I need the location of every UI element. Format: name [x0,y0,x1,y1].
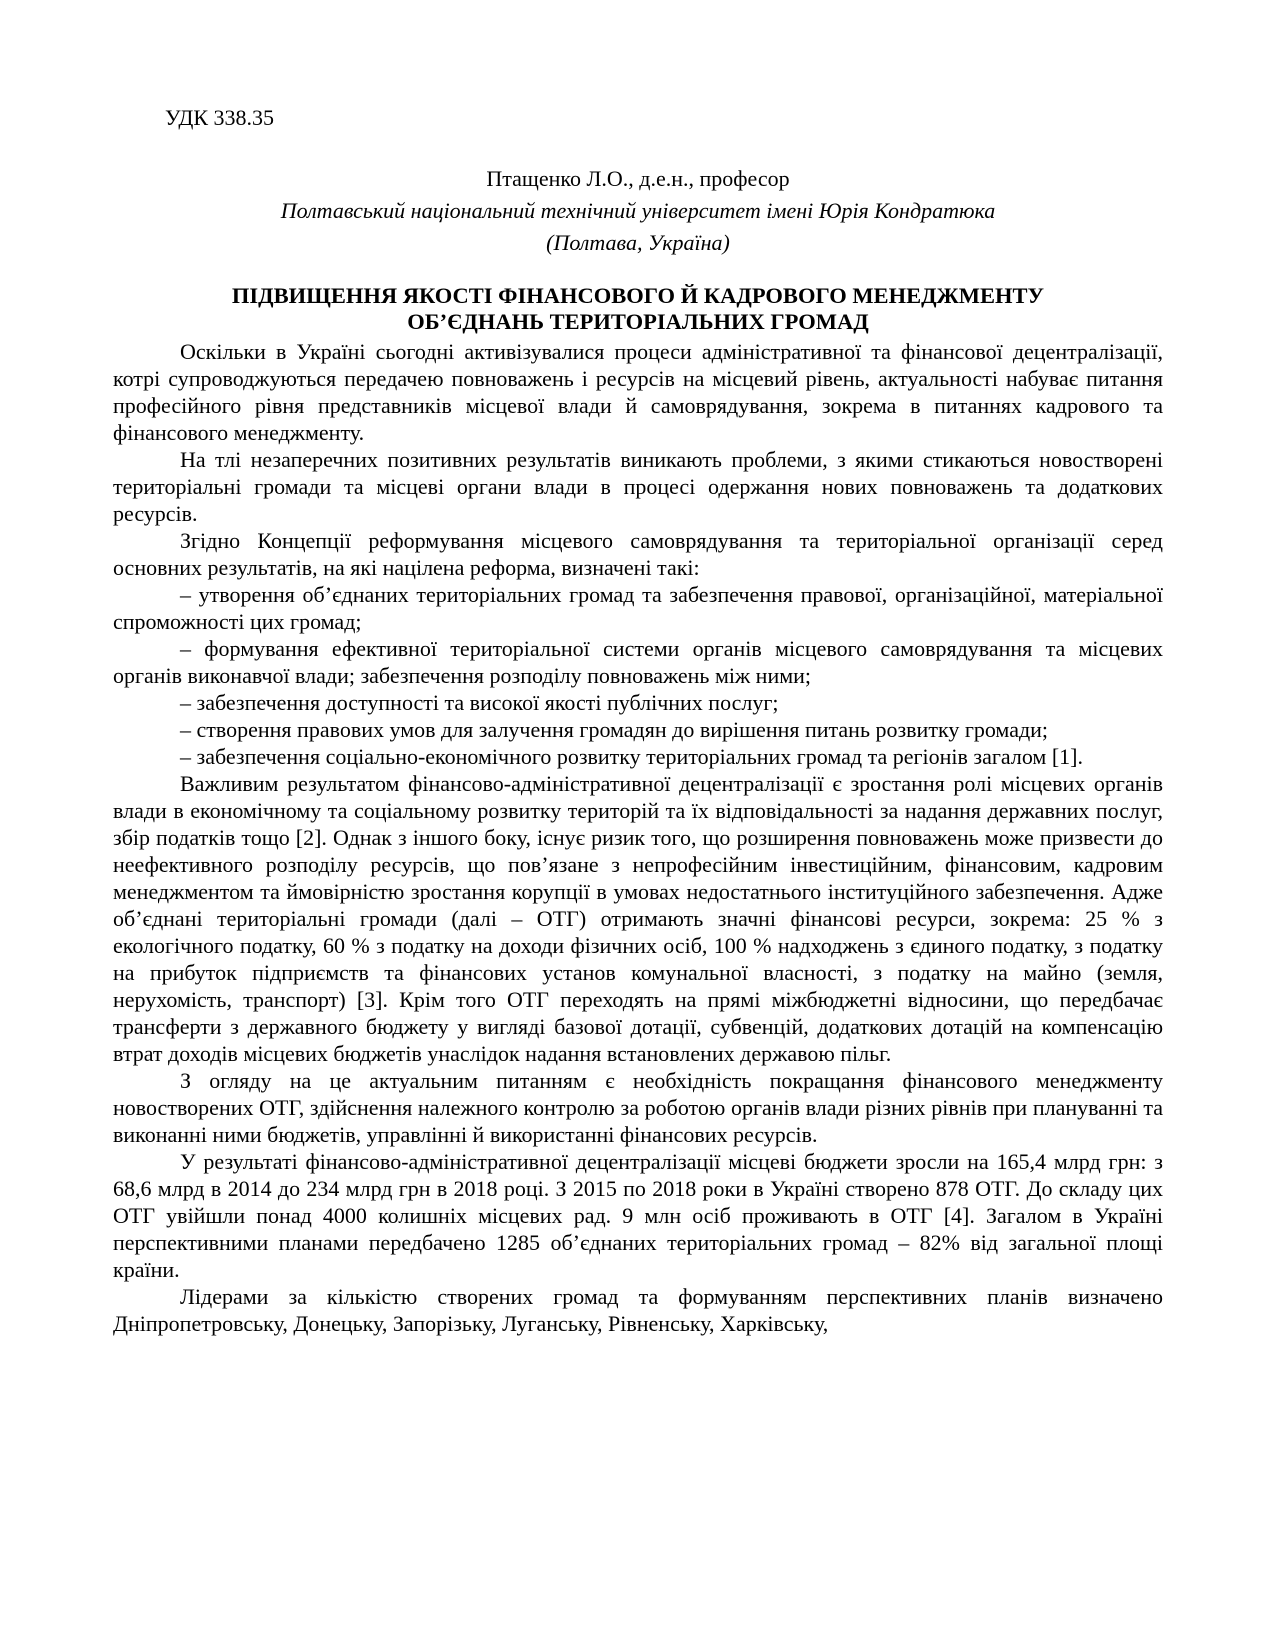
udc-code: УДК 338.35 [165,105,275,130]
paragraph-concept-reform: Згідно Концепції реформування місцевого самоврядування та територіальної організації серед основних результатів, на які націлена реформа, визначені такі: [113,528,1163,580]
paragraph-financial-results-otg: Важливим результатом фінансово-адміністративної децентралізації є зростання ролі місцевих органів влади в економічному та соціальному розвитку територій та їх відповідальності за надання державних послуг, збір податків тощо [2]. Однак з іншого боку, існує ризик того, що розширення повноважень може призвести до неефективного розподілу ресурсів, що пов’язане з непрофесійним інвестиційним, фінансовим, кадровим менеджментом та ймовірністю зростання корупції в умовах недостатнього інституційного забезпечення. Адже об’єднані територіальні громади (далі – ОТГ) отримають значні фінансові ресурси, зокрема: 25 % з екологічного податку, 60 % з податку на доходи фізичних осіб, 100 % надходжень з єдиного податку, з податку на прибуток підприємств та фінансових установ комунальної власності, з податку на майно (земля, нерухомість, транспорт) [3]. Крім того ОТГ переходять на прямі міжбюджетні відносини, що передбачає трансферти з державного бюджету у вигляді базової дотації, субвенцій, додаткових дотацій на компенсацію втрат доходів місцевих бюджетів унаслідок надання встановлених державою пільг. [113,771,1163,1066]
paper-title [113,283,1163,335]
list-item-communities-formation: – утворення об’єднаних територіальних громад та забезпечення правової, організаційної, матеріальної спроможності цих громад; [113,582,1163,634]
byline [113,163,1163,259]
paragraph-leading-regions: Лідерами за кількістю створених громад та формуванням перспективних планів визначено Дніпропетровську, Донецьку, Запорізьку, Луганську, Рівненську, Харківську, [113,1284,1163,1336]
list-item-socioeconomic-development: – забезпечення соціально-економічного розвитку територіальних громад та регіонів загалом [1]. [180,744,1083,769]
list-item-territorial-system: – формування ефективної територіальної системи органів місцевого самоврядування та місцевих органів виконавчої влади; забезпечення розподілу повноважень між ними; [113,636,1163,688]
paragraph-problems: На тлі незаперечних позитивних результатів виникають проблеми, з якими стикаються новостворені територіальні громади та місцеві органи влади в процесі одержання нових повноважень та додаткових ресурсів. [113,447,1163,526]
paragraph-intro-decentralization: Оскільки в Україні сьогодні активізувалися процеси адміністративної та фінансової децентралізації, котрі супроводжуються передачею повноважень і ресурсів на місцевий рівень, актуальності набуває питання професійного рівня представників місцевої влади й самоврядування, зокрема в питаннях кадрового та фінансового менеджменту. [113,339,1163,445]
location-line: (Полтава, Україна) [546,230,730,255]
author-line: Птащенко Л.О., д.е.н., професор [486,166,790,191]
paper-title-line-1: ПІДВИЩЕННЯ ЯКОСТІ ФІНАНСОВОГО Й КАДРОВОГО МЕНЕДЖМЕНТУ [231,283,1045,308]
paragraph-budget-growth-statistics: У результаті фінансово-адміністративної децентралізації місцеві бюджети зросли на 165,4 млрд грн: з 68,6 млрд в 2014 до 234 млрд грн в 2018 році. З 2015 по 2018 роки в Україні створено 878 ОТГ. До складу цих ОТГ увійшли понад 4000 колишніх місцевих рад. 9 млн осіб проживають в ОТГ [4]. Загалом в Україні перспективними планами передбачено 1285 об’єднаних територіальних громад – 82% від загальної площі країни. [113,1149,1163,1282]
paper-title-line-2: ОБ’ЄДНАНЬ ТЕРИТОРІАЛЬНИХ ГРОМАД [407,309,869,334]
affiliation-line: Полтавський національний технічний університет імені Юрія Кондратюка [280,198,996,223]
list-item-legal-conditions: – створення правових умов для залучення громадян до вирішення питань розвитку громади; [180,717,1049,742]
paragraph-financial-management-need: З огляду на це актуальним питанням є необхідність покращання фінансового менеджменту новостворених ОТГ, здійснення належного контролю за роботою органів влади різних рівнів при плануванні та виконанні ними бюджетів, управлінні й використанні фінансових ресурсів. [113,1068,1163,1147]
list-item-public-services: – забезпечення доступності та високої якості публічних послуг; [180,690,779,715]
